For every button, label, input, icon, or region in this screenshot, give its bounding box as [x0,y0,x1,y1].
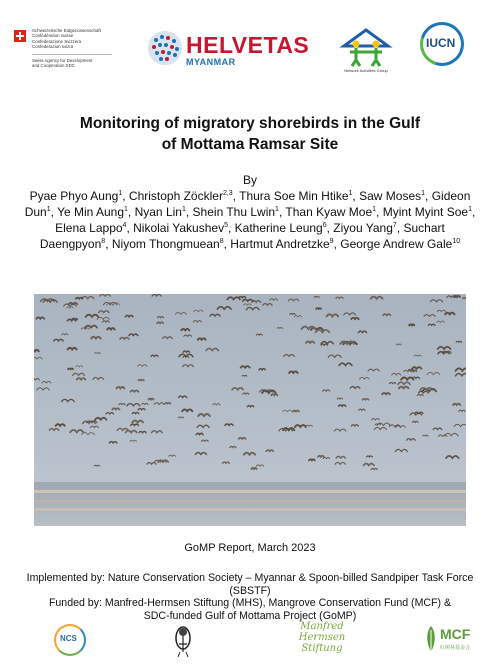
bird-silhouette [362,399,368,400]
document-title [40,113,460,155]
author-entry [359,189,425,203]
mangrove-leaf-icon [424,624,438,654]
author-affiliation: 1 [181,206,186,213]
bird-silhouette [306,341,314,342]
author-name: Christoph Zöckler [128,189,223,203]
sdc-logo-divider [32,54,112,55]
bird-silhouette [225,424,233,425]
bird-silhouette [445,313,454,315]
bird-silhouette [409,324,414,325]
bird-silhouette [259,369,265,370]
author-list: Pyae Phyo Aung$^1$, Christoph Zöckler$^{2,3}$, Thura Soe Min Htike$^1$, Saw Moses$^1$, Gideon Dun$^1$, Ye Min Aung$^1$, Nyan Lin$^1$, Shein Thu Lwin$^1$, Than Kyaw Moe$^1$, Myint Myint Soe$^1$, Elena Lappo$^4$, Nikolai Yakushev$^5$, Katherine Leung$^6$, Ziyou Yang$^7$, Suchart Daengpyon$^8$, Niyom Thongmuean$^8$, Hartmut Andretzke$^9$, George Andrew Gale$^{10}$ [24,189,476,251]
author-name: Ye Min Aung [57,205,125,219]
sdc-logo-text-bottom: Swiss Agency for Development and Cooperation SDC [32,58,93,69]
title-line-1: Monitoring of migratory shorebirds in the Gulf [79,115,421,132]
helvetas-logo [146,26,310,72]
bird-silhouette [382,393,390,394]
nag-caption: Network Activities Group [344,68,388,73]
bird-silhouette [138,380,144,381]
author-affiliation: 1 [468,206,472,213]
author-name: Ziyou Yang [333,221,393,235]
bird-silhouette [198,338,206,339]
author-entry [129,189,233,203]
bird-silhouette [72,319,77,320]
bird-silhouette [247,406,253,407]
helvetas-wordmark: HELVETAS [186,32,310,58]
author-name: Than Kyaw Moe [285,205,373,219]
author-entry [55,221,126,235]
bird-silhouette [103,321,110,322]
sdc-logo-text-top: Schweizerische Eidgenossenschaft Confédération suisse Confederazione Svizzera Confederaziun svizra [32,28,101,50]
bird-silhouette [463,298,466,299]
implementation-credits [20,572,480,622]
author-affiliation: 8 [219,238,224,245]
author-name: Saw Moses [359,189,422,203]
nag-house-icon [336,26,396,68]
bird-silhouette [125,315,132,316]
author-entry [285,205,376,219]
author-entry [239,189,352,203]
mhs-line-1: Manfred [300,621,344,632]
bird-silhouette [131,424,139,425]
bird-silhouette [68,368,73,369]
report-line: GoMP Report, March 2023 [184,542,316,554]
mhs-logo [292,622,352,666]
mcf-logo [424,624,474,660]
bird-silhouette [339,405,346,406]
iucn-wordmark: IUCN [426,36,456,50]
bird-silhouette [314,296,319,297]
author-name: Nikolai Yakushev [133,221,225,235]
author-affiliation: 10 [452,238,461,245]
bird-silhouette [321,344,328,345]
bird-silhouette [77,378,86,380]
author-name: Katherine Leung [234,221,323,235]
bird-silhouette [132,412,138,413]
bird-silhouette [165,403,171,404]
title-line-2: of Mottama Ramsar Site [161,136,339,153]
bird-silhouette [107,328,115,329]
mcf-subtitle: 红树林基金会 [440,645,471,651]
author-entry [333,221,397,235]
bird-silhouette [157,322,163,323]
bird-silhouette [223,462,230,463]
author-affiliation: 1 [46,206,51,213]
bird-silhouette [383,314,391,315]
bird-silhouette [351,425,358,426]
bird-silhouette [351,318,358,319]
bird-silhouette [289,371,297,372]
mhs-line-3: Stiftung [301,643,343,654]
author-name: Gideon Dun [24,189,471,219]
sdc-logo [14,28,122,78]
author-name: Pyae Phyo Aung [29,189,119,203]
bird-silhouette [309,459,315,460]
bird-silhouette [130,390,138,391]
author-entry [30,189,123,203]
author-affiliation: 8 [101,238,106,245]
bird-silhouette [76,298,83,299]
sbstf-logo [174,622,192,658]
helvetas-globe-icon [146,28,184,68]
author-name: Elena Lappo [55,221,123,235]
bird-silhouette [290,313,296,314]
bird-silhouette [367,456,373,457]
author-affiliation: 4 [122,222,127,229]
mhs-line-2: Hermsen [298,632,346,643]
author-affiliation: 1 [275,206,279,213]
ncs-wordmark: NCS [60,634,77,643]
author-name: Myint Myint Soe [382,205,469,219]
author-affiliation: 1 [372,206,377,213]
shorebird-flock-image [34,294,466,526]
bird-silhouette [112,408,119,409]
bird-silhouette [181,329,189,330]
bird-silhouette [453,404,460,405]
bird-silhouette [230,446,236,447]
author-affiliation: 1 [118,190,123,197]
bird-silhouette [36,317,44,318]
author-name: Thura Soe Min Htike [239,189,349,203]
funded-by-line-2: SDC-funded Gulf of Mottama Project (GoMP) [143,609,357,622]
author-affiliation: 2,3 [222,190,233,197]
bird-silhouette [293,410,299,411]
sandpiper-icon [174,622,192,658]
author-entry [383,205,472,219]
bird-silhouette [119,403,125,404]
author-affiliation: 1 [348,190,353,197]
bird-silhouette [68,348,77,350]
author-entry [133,221,228,235]
author-entry [340,237,460,251]
author-name: George Andrew Gale [340,237,453,251]
bird-silhouette [151,355,158,356]
author-affiliation: 6 [322,222,327,229]
bird-silhouette [243,393,249,394]
author-entry [57,205,128,219]
bird-silhouette [271,394,277,395]
bird-silhouette [412,421,417,422]
bird-silhouette [318,456,324,457]
mcf-wordmark: MCF [440,626,471,642]
author-name: Suchart Daengpyon [39,221,445,251]
helvetas-sub-wordmark: MYANMAR [186,57,236,67]
author-entry [235,221,327,235]
author-entry [230,237,333,251]
bird-silhouette [183,351,189,352]
by-label: By [242,173,257,187]
bird-silhouette [158,317,164,318]
author-name: Nyan Lin [134,205,182,219]
author-name: Niyom Thongmuean [111,237,220,251]
bird-silhouette [202,440,209,441]
bird-silhouette [251,468,256,469]
bird-silhouette [117,387,125,388]
funded-by-line: Funded by: Manfred-Hermsen Stiftung (MHS), Mangrove Conservation Fund (MCF) & [48,597,452,609]
bird-silhouette [359,409,365,410]
author-affiliation: 9 [329,238,334,245]
bird-silhouette [316,308,321,309]
iucn-logo [420,22,472,74]
bird-silhouette [56,424,65,426]
implemented-by-line: Implemented by: Nature Conservation Society – Myannar & Spoon-billed Sandpiper Task Force (SBSTF) [26,572,474,597]
author-affiliation: 1 [421,190,426,197]
bird-silhouette [239,438,246,439]
bird-silhouette [371,468,377,469]
author-entry [112,237,224,251]
author-name: Shein Thu Lwin [192,205,276,219]
bird-silhouette [456,341,462,342]
swiss-flag-icon [14,30,26,42]
author-affiliation: 7 [392,222,397,229]
author-name: Hartmut Andretzke [230,237,330,251]
nag-logo [336,26,396,78]
bird-silhouette [399,387,409,389]
bird-silhouette [417,394,423,395]
author-affiliation: 1 [124,206,128,213]
ncs-logo [54,624,86,656]
bird-silhouette [266,450,273,451]
author-affiliation: 5 [224,222,228,229]
author-entry [193,205,279,219]
author-entry [135,205,186,219]
bird-silhouette [149,399,154,400]
cover-photo-shorebird-flock [34,294,466,526]
bird-silhouette [239,296,246,297]
